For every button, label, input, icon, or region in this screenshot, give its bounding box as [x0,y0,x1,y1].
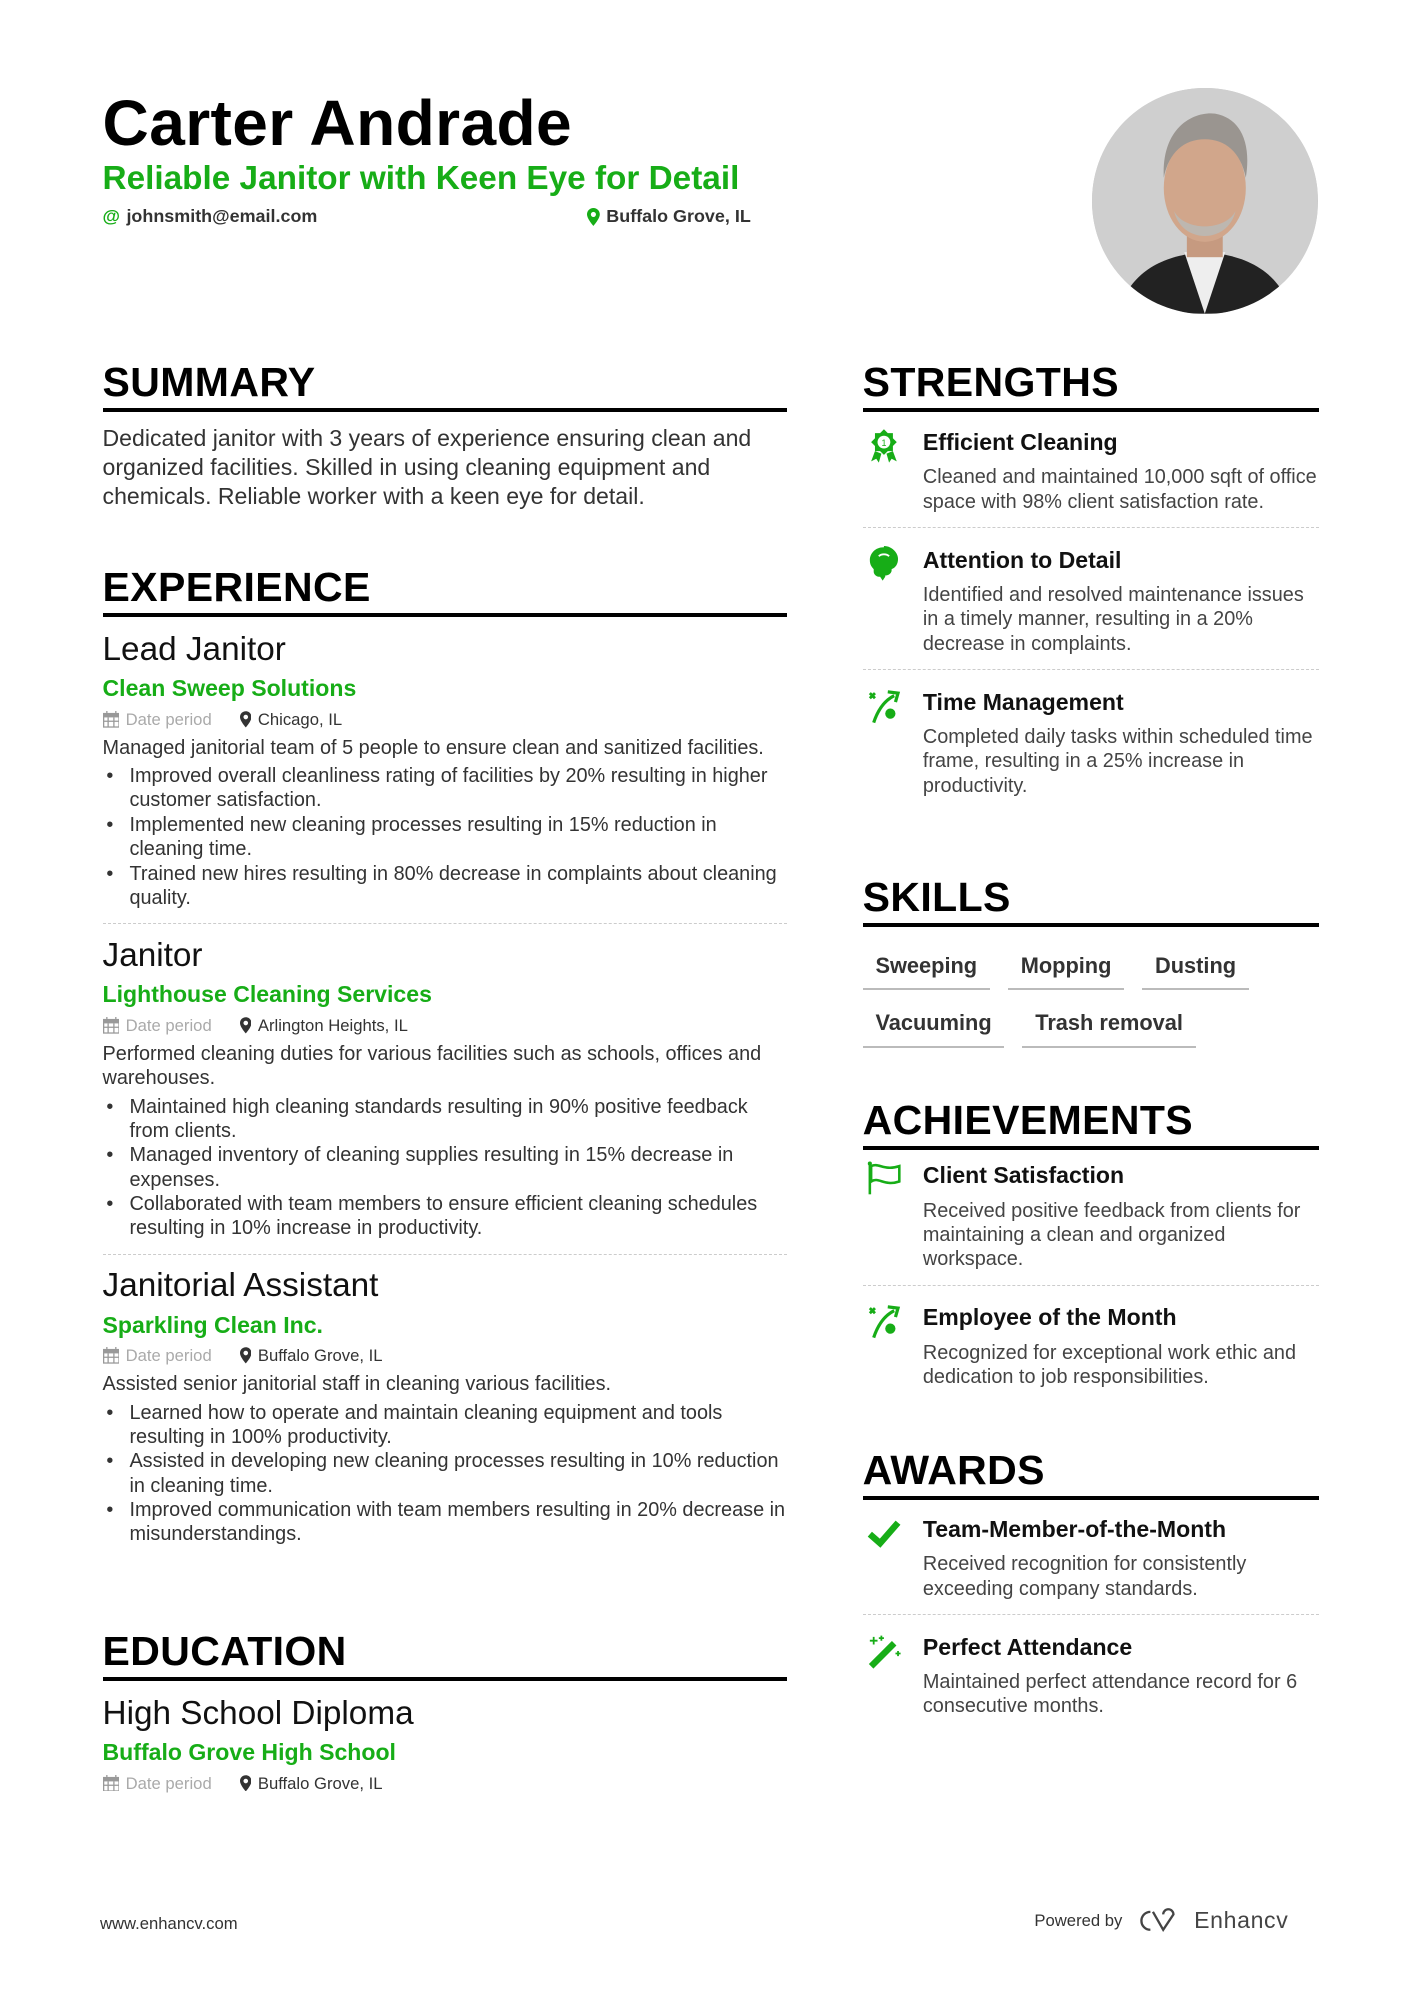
experience-entry [103,631,787,923]
job-title: Janitor [102,936,203,974]
location-pin-icon [240,711,252,728]
meta-row [103,1014,787,1037]
website-link[interactable]: www.enhancv.com [99,1913,238,1933]
bullet-item: • Maintained high cleaning standards resulting in 90% positive feedback from clients. [103,1095,787,1144]
experience-section [103,564,787,1560]
skill-tag: Trash removal [1022,1006,1195,1048]
summary-text: Dedicated janitor with 3 years of experience ensuring clean and organized facilities. Skilled in using cleaning equipment and chemicals. Reliable worker with a keen eye for detail. [102,425,752,510]
item-title: Attention to Detail [922,546,1122,573]
location-text: Buffalo Grove, IL [606,206,751,227]
bullet-item: • Improved communication with team members resulting in 20% decrease in misunderstandings. [103,1498,787,1547]
powered-by-label: Powered by [1034,1910,1123,1930]
contact-location [587,205,751,228]
summary-section [103,359,787,511]
bullet-item: • Learned how to operate and maintain cleaning equipment and tools resulting in 100% productivity. [103,1401,787,1450]
award-ribbon-icon [866,428,902,464]
item-description: Identified and resolved maintenance issues in a timely manner, resulting in a 20% decrease in complaints. [922,584,1304,655]
strategy-arrow-icon [866,688,902,724]
bullet-item: • Collaborated with team members to ensure efficient cleaning schedules resulting in 10% increase in productivity. [103,1192,787,1241]
date-period: Date period [125,1773,212,1793]
calendar-icon [103,711,120,728]
enhancv-brand: Enhancv [1194,1907,1289,1934]
profile-photo [1092,88,1318,314]
job-title: Janitorial Assistant [102,1267,379,1305]
item-title: Client Satisfaction [922,1162,1125,1189]
date-period: Date period [125,1346,212,1366]
location: Chicago, IL [257,709,343,729]
location-pin-icon [240,1775,252,1792]
svg-text:1: 1 [881,438,887,449]
strategy-arrow-icon [866,1303,902,1339]
location-pin-icon [240,1017,252,1034]
company-name: Clean Sweep Solutions [102,675,357,702]
awards-section [863,1447,1319,1731]
job-title: Lead Janitor [102,630,286,668]
item-description: Received positive feedback from clients for maintaining a clean and organized workspace. [922,1199,1301,1271]
location-pin-icon [240,1775,252,1792]
head-brain-icon [866,546,902,582]
location-pin-icon [240,1347,252,1364]
school-name: Buffalo Grove High School [102,1738,396,1765]
meta-row [103,708,787,731]
location-pin-icon [240,711,252,728]
item-description: Cleaned and maintained 10,000 sqft of office space with 98% client satisfaction rate. [922,466,1317,513]
bullet-item: • Improved overall cleanliness rating of facilities by 20% resulting in higher customer satisfaction. [103,764,787,813]
experience-entry [103,1254,787,1560]
meta-row [103,1344,787,1367]
section-heading: AWARDS [863,1447,1319,1500]
section-heading: EXPERIENCE [103,564,787,617]
bullet-item: • Managed inventory of cleaning supplies resulting in 15% decrease in expenses. [103,1143,787,1192]
magic-wand-icon [866,1633,902,1669]
strengths-section [863,359,1319,811]
awards-item [863,1614,1319,1732]
skill-tag: Vacuuming [863,1006,1005,1048]
company-name: Sparkling Clean Inc. [102,1311,323,1338]
company-name: Lighthouse Cleaning Services [102,981,432,1008]
location-pin-icon [240,1017,252,1034]
job-description: Managed janitorial team of 5 people to ensure clean and sanitized facilities. [102,736,764,759]
item-title: Perfect Attendance [922,1633,1133,1660]
section-heading: ACHIEVEMENTS [863,1097,1319,1150]
location-pin-icon [240,1347,252,1364]
item-title: Efficient Cleaning [922,429,1118,456]
bullet-item: • Assisted in developing new cleaning processes resulting in 10% reduction in cleaning time. [103,1449,787,1498]
skills-section [863,874,1319,1047]
location-pin-icon [587,208,600,226]
awards-item [863,1515,1319,1614]
powered-by[interactable] [1034,1907,1288,1934]
meta-row [103,1772,787,1795]
email-text: johnsmith@email.com [126,206,318,227]
achievement-list [103,1401,787,1547]
section-heading: SUMMARY [103,359,787,412]
item-title: Employee of the Month [922,1304,1177,1331]
education-entry [103,1695,787,1795]
calendar-icon [103,1017,120,1034]
job-description: Assisted senior janitorial staff in cleaning various facilities. [102,1373,612,1396]
candidate-name: Carter Andrade [102,86,573,159]
section-heading: SKILLS [863,874,1319,927]
achievements-item [863,1285,1319,1403]
date-period: Date period [125,709,212,729]
item-title: Time Management [922,688,1124,715]
item-description: Received recognition for consistently exceeding company standards. [922,1553,1247,1600]
strengths-item [863,527,1319,669]
degree: High School Diploma [102,1694,414,1732]
achievements-section [863,1097,1319,1402]
item-description: Recognized for exceptional work ethic and dedication to job responsibilities. [922,1341,1297,1388]
at-icon: @ [102,206,121,227]
education-section [103,1628,787,1795]
skill-tag: Mopping [1008,949,1124,991]
item-description: Maintained perfect attendance record for 6 consecutive months. [922,1671,1298,1718]
achievements-item [863,1161,1319,1284]
strengths-item [863,669,1319,811]
experience-entry [103,923,787,1253]
achievement-list [103,1095,787,1241]
location: Buffalo Grove, IL [257,1773,383,1793]
candidate-title: Reliable Janitor with Keen Eye for Detail [102,159,740,197]
item-description: Completed daily tasks within scheduled time frame, resulting in a 25% increase in productivity. [922,726,1313,797]
item-title: Team-Member-of-the-Month [922,1516,1227,1543]
skill-tag: Dusting [1142,949,1249,991]
calendar-icon [103,1347,120,1364]
checkmark-icon [866,1515,902,1551]
date-period: Date period [125,1015,212,1035]
achievement-list [103,764,787,910]
bullet-item: • Implemented new cleaning processes resulting in 15% reduction in cleaning time. [103,813,787,862]
location: Buffalo Grove, IL [257,1346,383,1366]
flag-icon [866,1161,902,1197]
job-description: Performed cleaning duties for various facilities such as schools, offices and warehouses. [102,1042,762,1090]
enhancv-logo-icon [1135,1908,1181,1934]
skill-tag: Sweeping [863,949,990,991]
contact-email[interactable] [103,205,318,228]
section-heading: EDUCATION [103,1628,787,1681]
location: Arlington Heights, IL [257,1015,408,1035]
bullet-item: • Trained new hires resulting in 80% decrease in complaints about cleaning quality. [103,862,787,911]
calendar-icon [103,1775,120,1792]
section-heading: STRENGTHS [863,359,1319,412]
strengths-item [863,428,1319,527]
